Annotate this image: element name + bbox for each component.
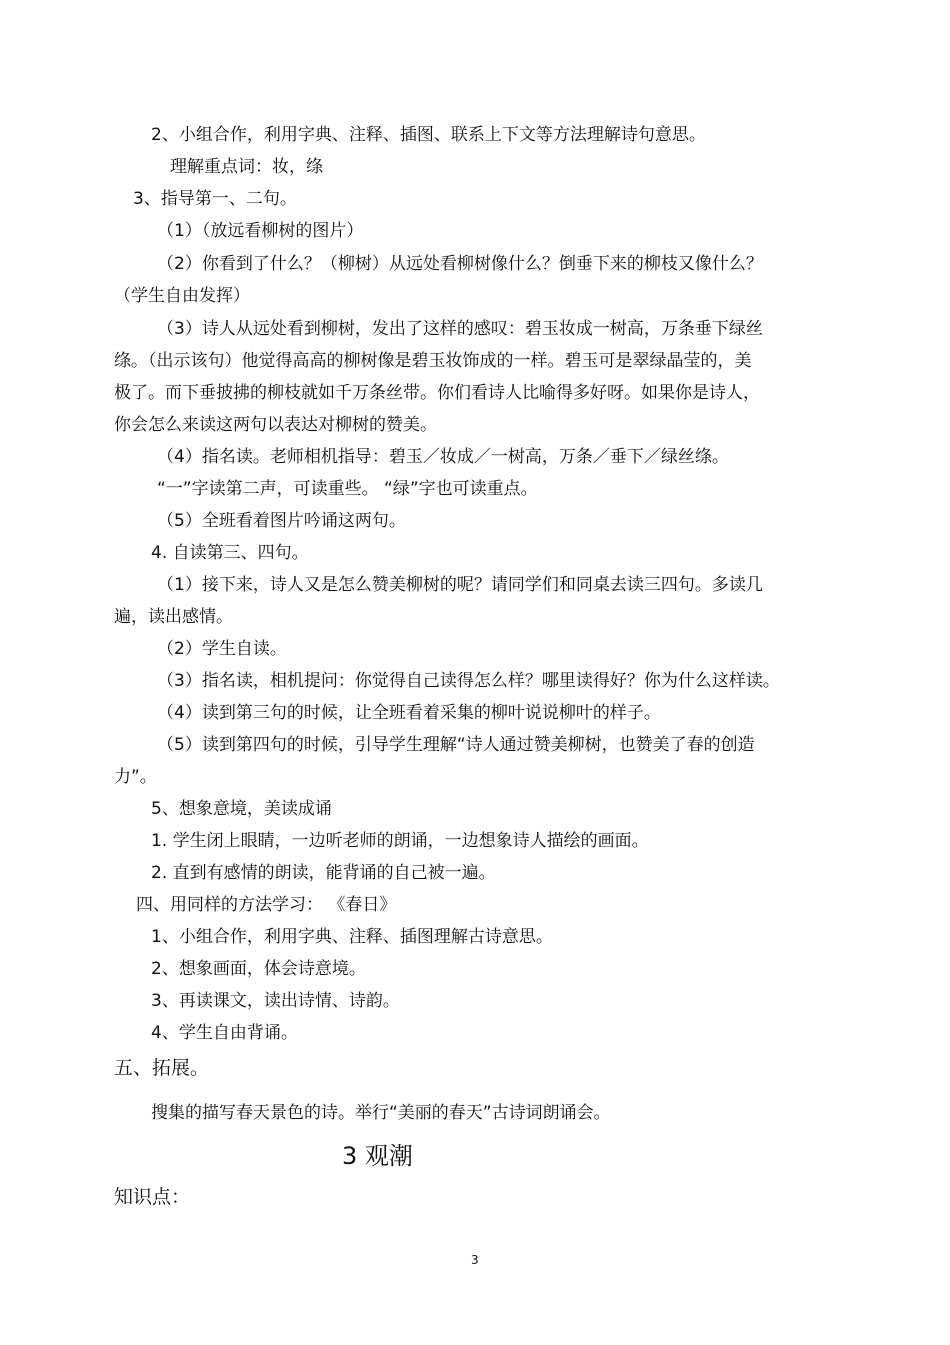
step-5-item-2: 2. 直到有感情的朗读，能背诵的自己被一遍。	[151, 863, 496, 883]
step-4-item-5-cont: 力”。	[114, 767, 157, 787]
step-3-item-5: （5）全班看着图片吟诵这两句。	[157, 511, 406, 531]
step-3-item-3-cont-3: 你会怎么来读这两句以表达对柳树的赞美。	[114, 415, 437, 435]
section-4-item-1: 1、小组合作，利用字典、注释、插图理解古诗意思。	[151, 927, 553, 947]
section-5-heading: 五、拓展。	[114, 1057, 210, 1079]
key-words: 理解重点词：妆，绦	[170, 157, 323, 177]
section-4-item-2: 2、想象画面，体会诗意境。	[151, 959, 366, 979]
step-3-item-2-cont: （学生自由发挥）	[114, 286, 250, 306]
section-4-item-4: 4、学生自由背诵。	[151, 1023, 298, 1043]
section-5-text: 搜集的描写春天景色的诗。举行“美丽的春天”古诗词朗诵会。	[151, 1103, 611, 1123]
step-3-item-3-cont-1: 绦。（出示该句）他觉得高高的柳树像是碧玉妆饰成的一样。碧玉可是翠绿晶莹的，美	[114, 351, 752, 371]
step-2-cooperate: 2、小组合作，利用字典、注释、插图、联系上下文等方法理解诗句意思。	[151, 125, 706, 145]
section-4-heading: 四、用同样的方法学习： 《春日》	[136, 895, 397, 915]
step-4-item-4: （4）读到第三句的时候，让全班看着采集的柳叶说说柳叶的样子。	[157, 703, 661, 723]
step-3-item-1: （1）（放远看柳树的图片）	[157, 221, 364, 241]
step-5-item-1: 1. 学生闭上眼睛，一边听老师的朗诵，一边想象诗人描绘的画面。	[151, 831, 649, 851]
step-3-item-3-cont-2: 极了。而下垂披拂的柳枝就如千万条丝带。你们看诗人比喻得多好呀。如果你是诗人，	[114, 383, 760, 403]
page-number: 3	[471, 1253, 479, 1267]
step-4-item-5: （5）读到第四句的时候，引导学生理解“诗人通过赞美柳树，也赞美了春的创造	[157, 735, 755, 755]
step-4-item-1-cont: 遍，读出感情。	[114, 607, 233, 627]
step-4-item-2: （2）学生自读。	[157, 639, 287, 659]
knowledge-points-label: 知识点：	[114, 1186, 191, 1208]
step-4-item-1: （1）接下来，诗人又是怎么赞美柳树的呢？请同学们和同桌去读三四句。多读几	[157, 575, 763, 595]
step-3-item-4: （4）指名读。老师相机指导：碧玉／妆成／一树高，万条／垂下／绿丝绦。	[157, 447, 729, 467]
step-3-item-3: （3）诗人从远处看到柳树，发出了这样的感叹：碧玉妆成一树高，万条垂下绿丝	[157, 319, 763, 339]
step-4-heading: 4. 自读第三、四句。	[151, 543, 309, 563]
step-5-heading: 5、想象意境，美读成诵	[151, 799, 332, 819]
lesson-title: 3 观潮	[342, 1142, 413, 1170]
section-4-item-3: 3、再读课文，读出诗情、诗韵。	[151, 991, 400, 1011]
step-4-item-3: （3）指名读，相机提问：你觉得自己读得怎么样？哪里读得好？你为什么这样读。	[157, 671, 780, 691]
step-3-item-4-note: “一”字读第二声，可读重些。 “绿”字也可读重点。	[157, 479, 538, 499]
step-3-item-2: （2）你看到了什么？（柳树）从远处看柳树像什么？倒垂下来的柳枝又像什么？	[157, 254, 763, 274]
step-3-heading: 3、指导第一、二句。	[133, 189, 297, 209]
